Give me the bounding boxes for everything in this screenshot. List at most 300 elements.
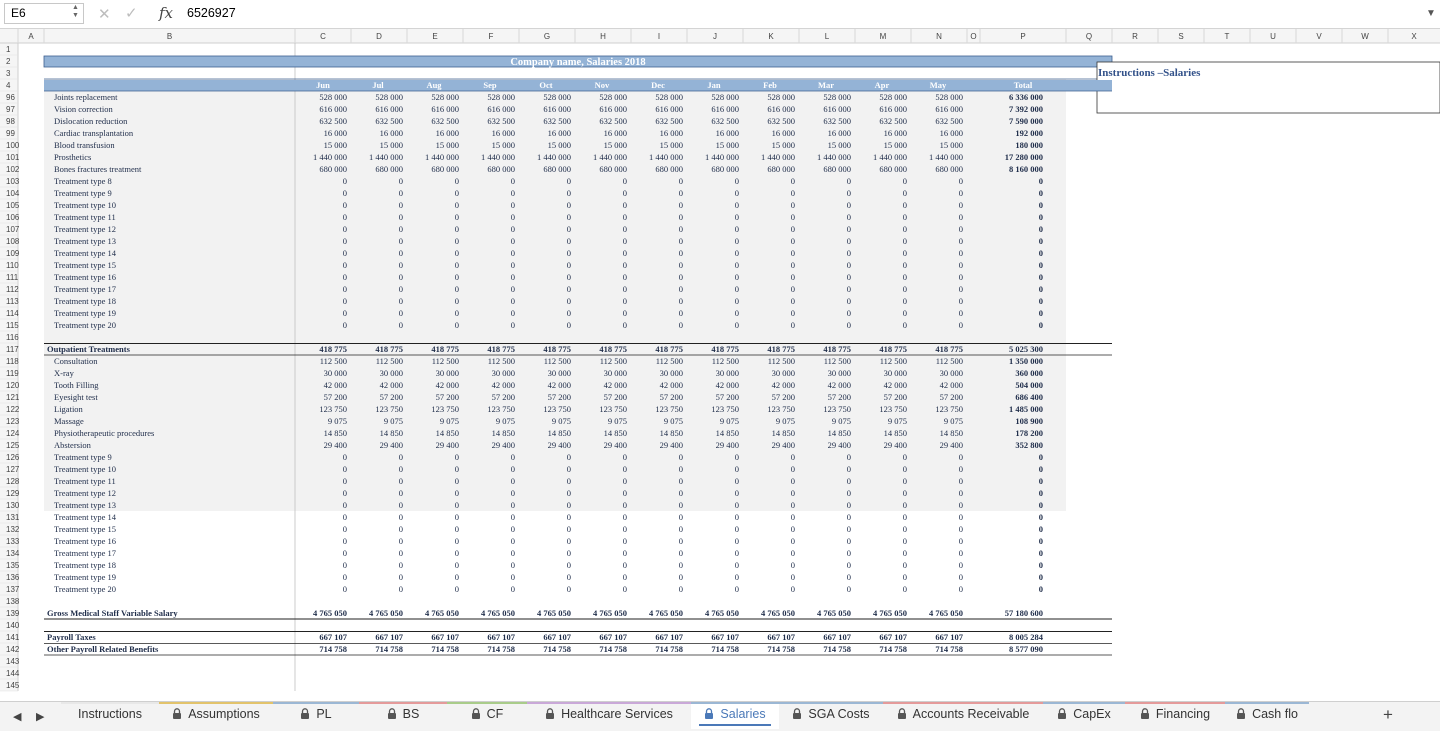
row-header-114[interactable]: 114: [6, 309, 19, 318]
cell-F105[interactable]: 0: [510, 200, 515, 210]
row-label-106[interactable]: Treatment type 11: [54, 212, 116, 222]
cell-J106[interactable]: 0: [734, 212, 739, 222]
cell-P128[interactable]: 0: [1038, 476, 1043, 486]
cell-E125[interactable]: 29 400: [435, 440, 459, 450]
cell-K121[interactable]: 57 200: [771, 392, 795, 402]
cell-G106[interactable]: 0: [566, 212, 571, 222]
cell-F118[interactable]: 112 500: [487, 356, 515, 366]
row-header-130[interactable]: 130: [6, 501, 20, 510]
cell-L118[interactable]: 112 500: [823, 356, 851, 366]
cell-P130[interactable]: 0: [1038, 500, 1043, 510]
fx-icon[interactable]: fx: [159, 4, 174, 22]
cell-F96[interactable]: 528 000: [487, 92, 515, 102]
cell-C108[interactable]: 0: [342, 236, 347, 246]
row-label-100[interactable]: Blood transfusion: [54, 140, 115, 150]
cell-H135[interactable]: 0: [622, 560, 627, 570]
cell-L135[interactable]: 0: [846, 560, 851, 570]
cell-L131[interactable]: 0: [846, 512, 851, 522]
cell-H142[interactable]: 714 758: [599, 644, 627, 654]
cell-G129[interactable]: 0: [566, 488, 571, 498]
cell-K114[interactable]: 0: [790, 308, 795, 318]
cell-C110[interactable]: 0: [342, 260, 347, 270]
cell-M130[interactable]: 0: [902, 500, 907, 510]
cell-L129[interactable]: 0: [846, 488, 851, 498]
cell-I101[interactable]: 1 440 000: [649, 152, 683, 162]
cell-I128[interactable]: 0: [678, 476, 683, 486]
cell-M131[interactable]: 0: [902, 512, 907, 522]
cell-E129[interactable]: 0: [454, 488, 459, 498]
row-header-99[interactable]: 99: [6, 129, 15, 138]
cell-G118[interactable]: 112 500: [543, 356, 571, 366]
cell-H102[interactable]: 680 000: [599, 164, 627, 174]
cell-M104[interactable]: 0: [902, 188, 907, 198]
cell-D111[interactable]: 0: [398, 272, 403, 282]
sheet-tab-assumptions[interactable]: [159, 702, 273, 729]
row-header-144[interactable]: 144: [6, 669, 20, 678]
cell-G105[interactable]: 0: [566, 200, 571, 210]
cell-E96[interactable]: 528 000: [431, 92, 459, 102]
cell-G142[interactable]: 714 758: [543, 644, 571, 654]
cell-J126[interactable]: 0: [734, 452, 739, 462]
cell-L134[interactable]: 0: [846, 548, 851, 558]
row-header-106[interactable]: 106: [6, 213, 20, 222]
row-label-118[interactable]: Consultation: [54, 356, 98, 366]
cell-G134[interactable]: 0: [566, 548, 571, 558]
cell-D125[interactable]: 29 400: [379, 440, 403, 450]
column-header-J[interactable]: J: [713, 32, 717, 41]
cell-H108[interactable]: 0: [622, 236, 627, 246]
cell-E136[interactable]: 0: [454, 572, 459, 582]
cell-C142[interactable]: 714 758: [319, 644, 347, 654]
cell-H127[interactable]: 0: [622, 464, 627, 474]
cell-I127[interactable]: 0: [678, 464, 683, 474]
cell-J136[interactable]: 0: [734, 572, 739, 582]
name-box-stepper-icon[interactable]: ▲ ▼: [72, 4, 79, 19]
cell-K108[interactable]: 0: [790, 236, 795, 246]
cell-C124[interactable]: 14 850: [323, 428, 347, 438]
cell-D100[interactable]: 15 000: [379, 140, 403, 150]
prev-sheet-icon[interactable]: ◀: [13, 711, 22, 723]
cell-K136[interactable]: 0: [790, 572, 795, 582]
cell-E130[interactable]: 0: [454, 500, 459, 510]
cell-I100[interactable]: 15 000: [659, 140, 683, 150]
cell-M121[interactable]: 57 200: [883, 392, 907, 402]
cell-N139[interactable]: 4 765 050: [929, 608, 963, 618]
row-header-98[interactable]: 98: [6, 117, 15, 126]
cell-L103[interactable]: 0: [846, 176, 851, 186]
cell-N125[interactable]: 29 400: [939, 440, 963, 450]
cell-M107[interactable]: 0: [902, 224, 907, 234]
cell-K119[interactable]: 30 000: [771, 368, 795, 378]
cell-C117[interactable]: 418 775: [319, 344, 347, 354]
row-header-126[interactable]: 126: [6, 453, 20, 462]
cell-F99[interactable]: 16 000: [491, 128, 515, 138]
cell-I104[interactable]: 0: [678, 188, 683, 198]
cell-K118[interactable]: 112 500: [767, 356, 795, 366]
row-label-123[interactable]: Massage: [54, 416, 84, 426]
cell-G123[interactable]: 9 075: [551, 416, 571, 426]
cell-D131[interactable]: 0: [398, 512, 403, 522]
cell-C104[interactable]: 0: [342, 188, 347, 198]
cell-C141[interactable]: 667 107: [319, 632, 347, 642]
cell-D113[interactable]: 0: [398, 296, 403, 306]
cell-I105[interactable]: 0: [678, 200, 683, 210]
cell-G96[interactable]: 528 000: [543, 92, 571, 102]
cell-E139[interactable]: 4 765 050: [425, 608, 459, 618]
row-label-110[interactable]: Treatment type 15: [54, 260, 117, 270]
cell-M115[interactable]: 0: [902, 320, 907, 330]
cell-P106[interactable]: 0: [1038, 212, 1043, 222]
cell-J105[interactable]: 0: [734, 200, 739, 210]
cell-F114[interactable]: 0: [510, 308, 515, 318]
cell-I119[interactable]: 30 000: [659, 368, 683, 378]
row-label-133[interactable]: Treatment type 16: [54, 536, 117, 546]
cell-H117[interactable]: 418 775: [599, 344, 627, 354]
sheet-tab-cash-flo[interactable]: [1225, 702, 1309, 729]
cell-F119[interactable]: 30 000: [491, 368, 515, 378]
cell-G103[interactable]: 0: [566, 176, 571, 186]
cell-E98[interactable]: 632 500: [431, 116, 459, 126]
cell-J141[interactable]: 667 107: [711, 632, 739, 642]
cell-D105[interactable]: 0: [398, 200, 403, 210]
cell-E121[interactable]: 57 200: [435, 392, 459, 402]
cell-J125[interactable]: 29 400: [715, 440, 739, 450]
cell-P119[interactable]: 360 000: [1015, 368, 1043, 378]
cell-G99[interactable]: 16 000: [547, 128, 571, 138]
cell-C132[interactable]: 0: [342, 524, 347, 534]
row-header-97[interactable]: 97: [6, 105, 15, 114]
row-label-97[interactable]: Vision correction: [54, 104, 113, 114]
cell-P108[interactable]: 0: [1038, 236, 1043, 246]
cell-N121[interactable]: 57 200: [939, 392, 963, 402]
cell-M126[interactable]: 0: [902, 452, 907, 462]
column-header-M[interactable]: M: [879, 32, 887, 41]
cell-C136[interactable]: 0: [342, 572, 347, 582]
cell-P109[interactable]: 0: [1038, 248, 1043, 258]
row-label-112[interactable]: Treatment type 17: [54, 284, 117, 294]
cell-J128[interactable]: 0: [734, 476, 739, 486]
cell-K120[interactable]: 42 000: [771, 380, 795, 390]
row-label-102[interactable]: Bones fractures treatment: [54, 164, 142, 174]
cell-C105[interactable]: 0: [342, 200, 347, 210]
cell-P117[interactable]: 5 025 300: [1009, 344, 1043, 354]
cell-D141[interactable]: 667 107: [375, 632, 403, 642]
cell-J131[interactable]: 0: [734, 512, 739, 522]
cell-I96[interactable]: 528 000: [655, 92, 683, 102]
cell-H139[interactable]: 4 765 050: [593, 608, 627, 618]
cell-L115[interactable]: 0: [846, 320, 851, 330]
cell-L113[interactable]: 0: [846, 296, 851, 306]
cell-G98[interactable]: 632 500: [543, 116, 571, 126]
next-sheet-icon[interactable]: ▶: [36, 711, 45, 723]
cell-H129[interactable]: 0: [622, 488, 627, 498]
cell-N106[interactable]: 0: [958, 212, 963, 222]
cell-K122[interactable]: 123 750: [767, 404, 795, 414]
row-label-105[interactable]: Treatment type 10: [54, 200, 117, 210]
cell-P139[interactable]: 57 180 600: [1004, 608, 1043, 618]
cell-C129[interactable]: 0: [342, 488, 347, 498]
cell-H111[interactable]: 0: [622, 272, 627, 282]
cell-E128[interactable]: 0: [454, 476, 459, 486]
cell-M109[interactable]: 0: [902, 248, 907, 258]
cell-D117[interactable]: 418 775: [375, 344, 403, 354]
row-header-118[interactable]: 118: [6, 357, 19, 366]
cell-D122[interactable]: 123 750: [375, 404, 403, 414]
cell-D121[interactable]: 57 200: [379, 392, 403, 402]
cell-M108[interactable]: 0: [902, 236, 907, 246]
cell-P121[interactable]: 686 400: [1015, 392, 1043, 402]
cell-D133[interactable]: 0: [398, 536, 403, 546]
cell-H137[interactable]: 0: [622, 584, 627, 594]
row-label-127[interactable]: Treatment type 10: [54, 464, 117, 474]
cell-F108[interactable]: 0: [510, 236, 515, 246]
cell-E132[interactable]: 0: [454, 524, 459, 534]
cell-F107[interactable]: 0: [510, 224, 515, 234]
row-header-105[interactable]: 105: [6, 201, 20, 210]
cell-C125[interactable]: 29 400: [323, 440, 347, 450]
cell-G141[interactable]: 667 107: [543, 632, 571, 642]
cell-E110[interactable]: 0: [454, 260, 459, 270]
cell-N130[interactable]: 0: [958, 500, 963, 510]
cell-H113[interactable]: 0: [622, 296, 627, 306]
cell-L141[interactable]: 667 107: [823, 632, 851, 642]
cell-E120[interactable]: 42 000: [435, 380, 459, 390]
cell-N142[interactable]: 714 758: [935, 644, 963, 654]
sheet-tab-cf[interactable]: [447, 702, 527, 729]
cell-F106[interactable]: 0: [510, 212, 515, 222]
cell-G132[interactable]: 0: [566, 524, 571, 534]
column-header-G[interactable]: G: [543, 32, 551, 41]
cell-H109[interactable]: 0: [622, 248, 627, 258]
cell-N132[interactable]: 0: [958, 524, 963, 534]
cell-N122[interactable]: 123 750: [935, 404, 963, 414]
column-header-T[interactable]: T: [1224, 32, 1230, 41]
cell-C98[interactable]: 632 500: [319, 116, 347, 126]
cell-F113[interactable]: 0: [510, 296, 515, 306]
cell-L132[interactable]: 0: [846, 524, 851, 534]
cell-D132[interactable]: 0: [398, 524, 403, 534]
cell-E117[interactable]: 418 775: [431, 344, 459, 354]
cell-C127[interactable]: 0: [342, 464, 347, 474]
row-header-128[interactable]: 128: [6, 477, 20, 486]
cell-I134[interactable]: 0: [678, 548, 683, 558]
column-header-V[interactable]: V: [1316, 32, 1322, 41]
cell-P118[interactable]: 1 350 000: [1009, 356, 1043, 366]
cell-C115[interactable]: 0: [342, 320, 347, 330]
cell-F112[interactable]: 0: [510, 284, 515, 294]
cell-D120[interactable]: 42 000: [379, 380, 403, 390]
cell-I137[interactable]: 0: [678, 584, 683, 594]
cell-M97[interactable]: 616 000: [879, 104, 907, 114]
row-label-134[interactable]: Treatment type 17: [54, 548, 117, 558]
sheet-tab-sga-costs[interactable]: [779, 702, 883, 729]
cell-M102[interactable]: 680 000: [879, 164, 907, 174]
cell-G104[interactable]: 0: [566, 188, 571, 198]
cell-D107[interactable]: 0: [398, 224, 403, 234]
cell-P100[interactable]: 180 000: [1015, 140, 1043, 150]
cell-I124[interactable]: 14 850: [659, 428, 683, 438]
cell-C97[interactable]: 616 000: [319, 104, 347, 114]
cell-H124[interactable]: 14 850: [603, 428, 627, 438]
cell-D130[interactable]: 0: [398, 500, 403, 510]
cell-J129[interactable]: 0: [734, 488, 739, 498]
cell-E113[interactable]: 0: [454, 296, 459, 306]
formula-bar-expand-icon[interactable]: ▼: [1426, 8, 1436, 19]
cell-F110[interactable]: 0: [510, 260, 515, 270]
sheet-tab-accounts-receivable[interactable]: [883, 702, 1043, 729]
cell-C106[interactable]: 0: [342, 212, 347, 222]
row-label-120[interactable]: Tooth Filling: [54, 380, 99, 390]
cell-E108[interactable]: 0: [454, 236, 459, 246]
cell-L128[interactable]: 0: [846, 476, 851, 486]
cell-P105[interactable]: 0: [1038, 200, 1043, 210]
cell-F111[interactable]: 0: [510, 272, 515, 282]
cell-H103[interactable]: 0: [622, 176, 627, 186]
cell-P113[interactable]: 0: [1038, 296, 1043, 306]
cell-E101[interactable]: 1 440 000: [425, 152, 459, 162]
cell-M106[interactable]: 0: [902, 212, 907, 222]
cell-P125[interactable]: 352 800: [1015, 440, 1043, 450]
column-header-X[interactable]: X: [1411, 32, 1417, 41]
cell-J123[interactable]: 9 075: [719, 416, 739, 426]
cell-J137[interactable]: 0: [734, 584, 739, 594]
column-header-B[interactable]: B: [166, 32, 173, 41]
cell-F104[interactable]: 0: [510, 188, 515, 198]
cell-H132[interactable]: 0: [622, 524, 627, 534]
cell-K99[interactable]: 16 000: [771, 128, 795, 138]
cell-D136[interactable]: 0: [398, 572, 403, 582]
cell-L108[interactable]: 0: [846, 236, 851, 246]
cell-N126[interactable]: 0: [958, 452, 963, 462]
row-header-109[interactable]: 109: [6, 249, 20, 258]
cell-N114[interactable]: 0: [958, 308, 963, 318]
cell-K137[interactable]: 0: [790, 584, 795, 594]
column-header-L[interactable]: L: [824, 32, 830, 41]
row-header-145[interactable]: 145: [6, 681, 20, 690]
cell-N108[interactable]: 0: [958, 236, 963, 246]
cell-E142[interactable]: 714 758: [431, 644, 459, 654]
cell-L111[interactable]: 0: [846, 272, 851, 282]
cell-E122[interactable]: 123 750: [431, 404, 459, 414]
row-header-142[interactable]: 142: [6, 645, 20, 654]
cell-L107[interactable]: 0: [846, 224, 851, 234]
cell-G131[interactable]: 0: [566, 512, 571, 522]
cell-D135[interactable]: 0: [398, 560, 403, 570]
cell-N98[interactable]: 632 500: [935, 116, 963, 126]
cell-G107[interactable]: 0: [566, 224, 571, 234]
row-header-124[interactable]: 124: [6, 429, 20, 438]
cell-N129[interactable]: 0: [958, 488, 963, 498]
cell-G108[interactable]: 0: [566, 236, 571, 246]
cell-G121[interactable]: 57 200: [547, 392, 571, 402]
cell-J122[interactable]: 123 750: [711, 404, 739, 414]
cell-E112[interactable]: 0: [454, 284, 459, 294]
cell-C137[interactable]: 0: [342, 584, 347, 594]
cell-P141[interactable]: 8 005 284: [1009, 632, 1043, 642]
cell-K139[interactable]: 4 765 050: [761, 608, 795, 618]
cell-J109[interactable]: 0: [734, 248, 739, 258]
cell-M128[interactable]: 0: [902, 476, 907, 486]
cell-M123[interactable]: 9 075: [887, 416, 907, 426]
row-header-134[interactable]: 134: [6, 549, 20, 558]
row-label-122[interactable]: Ligation: [54, 404, 83, 414]
row-header-111[interactable]: 111: [6, 273, 19, 282]
cell-N141[interactable]: 667 107: [935, 632, 963, 642]
cell-J110[interactable]: 0: [734, 260, 739, 270]
cell-H125[interactable]: 29 400: [603, 440, 627, 450]
cell-F102[interactable]: 680 000: [487, 164, 515, 174]
cell-F122[interactable]: 123 750: [487, 404, 515, 414]
cell-P132[interactable]: 0: [1038, 524, 1043, 534]
row-header-1[interactable]: 1: [6, 45, 11, 54]
cell-N105[interactable]: 0: [958, 200, 963, 210]
column-header-A[interactable]: A: [28, 32, 34, 41]
cell-H110[interactable]: 0: [622, 260, 627, 270]
cell-D115[interactable]: 0: [398, 320, 403, 330]
cell-P111[interactable]: 0: [1038, 272, 1043, 282]
row-header-115[interactable]: 115: [6, 321, 19, 330]
sheet-tab-healthcare-services[interactable]: [527, 702, 691, 729]
cell-F136[interactable]: 0: [510, 572, 515, 582]
cell-E103[interactable]: 0: [454, 176, 459, 186]
row-header-122[interactable]: 122: [6, 405, 20, 414]
cell-L139[interactable]: 4 765 050: [817, 608, 851, 618]
cell-M96[interactable]: 528 000: [879, 92, 907, 102]
row-header-137[interactable]: 137: [6, 585, 20, 594]
cell-C139[interactable]: 4 765 050: [313, 608, 347, 618]
cell-I114[interactable]: 0: [678, 308, 683, 318]
cell-F132[interactable]: 0: [510, 524, 515, 534]
row-header-129[interactable]: 129: [6, 489, 20, 498]
cell-C126[interactable]: 0: [342, 452, 347, 462]
row-header-143[interactable]: 143: [6, 657, 20, 666]
cell-P126[interactable]: 0: [1038, 452, 1043, 462]
cell-K129[interactable]: 0: [790, 488, 795, 498]
cell-M111[interactable]: 0: [902, 272, 907, 282]
row-header-123[interactable]: 123: [6, 417, 20, 426]
cell-P122[interactable]: 1 485 000: [1009, 404, 1043, 414]
cell-D108[interactable]: 0: [398, 236, 403, 246]
cell-K100[interactable]: 15 000: [771, 140, 795, 150]
cell-D118[interactable]: 112 500: [375, 356, 403, 366]
cell-P124[interactable]: 178 200: [1015, 428, 1043, 438]
cell-J98[interactable]: 632 500: [711, 116, 739, 126]
row-label-99[interactable]: Cardiac transplantation: [54, 128, 134, 138]
cell-F139[interactable]: 4 765 050: [481, 608, 515, 618]
cell-I126[interactable]: 0: [678, 452, 683, 462]
cell-N111[interactable]: 0: [958, 272, 963, 282]
cell-P135[interactable]: 0: [1038, 560, 1043, 570]
column-header-Q[interactable]: Q: [1085, 32, 1093, 41]
row-header-121[interactable]: 121: [6, 393, 20, 402]
cell-F135[interactable]: 0: [510, 560, 515, 570]
column-header-P[interactable]: P: [1020, 32, 1026, 41]
cell-C122[interactable]: 123 750: [319, 404, 347, 414]
cell-L122[interactable]: 123 750: [823, 404, 851, 414]
cell-J117[interactable]: 418 775: [711, 344, 739, 354]
cell-H123[interactable]: 9 075: [607, 416, 627, 426]
cell-G127[interactable]: 0: [566, 464, 571, 474]
cell-L100[interactable]: 15 000: [827, 140, 851, 150]
row-header-96[interactable]: 96: [6, 93, 15, 102]
row-header-133[interactable]: 133: [6, 537, 20, 546]
cell-G97[interactable]: 616 000: [543, 104, 571, 114]
cell-M124[interactable]: 14 850: [883, 428, 907, 438]
cell-M122[interactable]: 123 750: [879, 404, 907, 414]
cell-E100[interactable]: 15 000: [435, 140, 459, 150]
cell-J135[interactable]: 0: [734, 560, 739, 570]
cell-N109[interactable]: 0: [958, 248, 963, 258]
